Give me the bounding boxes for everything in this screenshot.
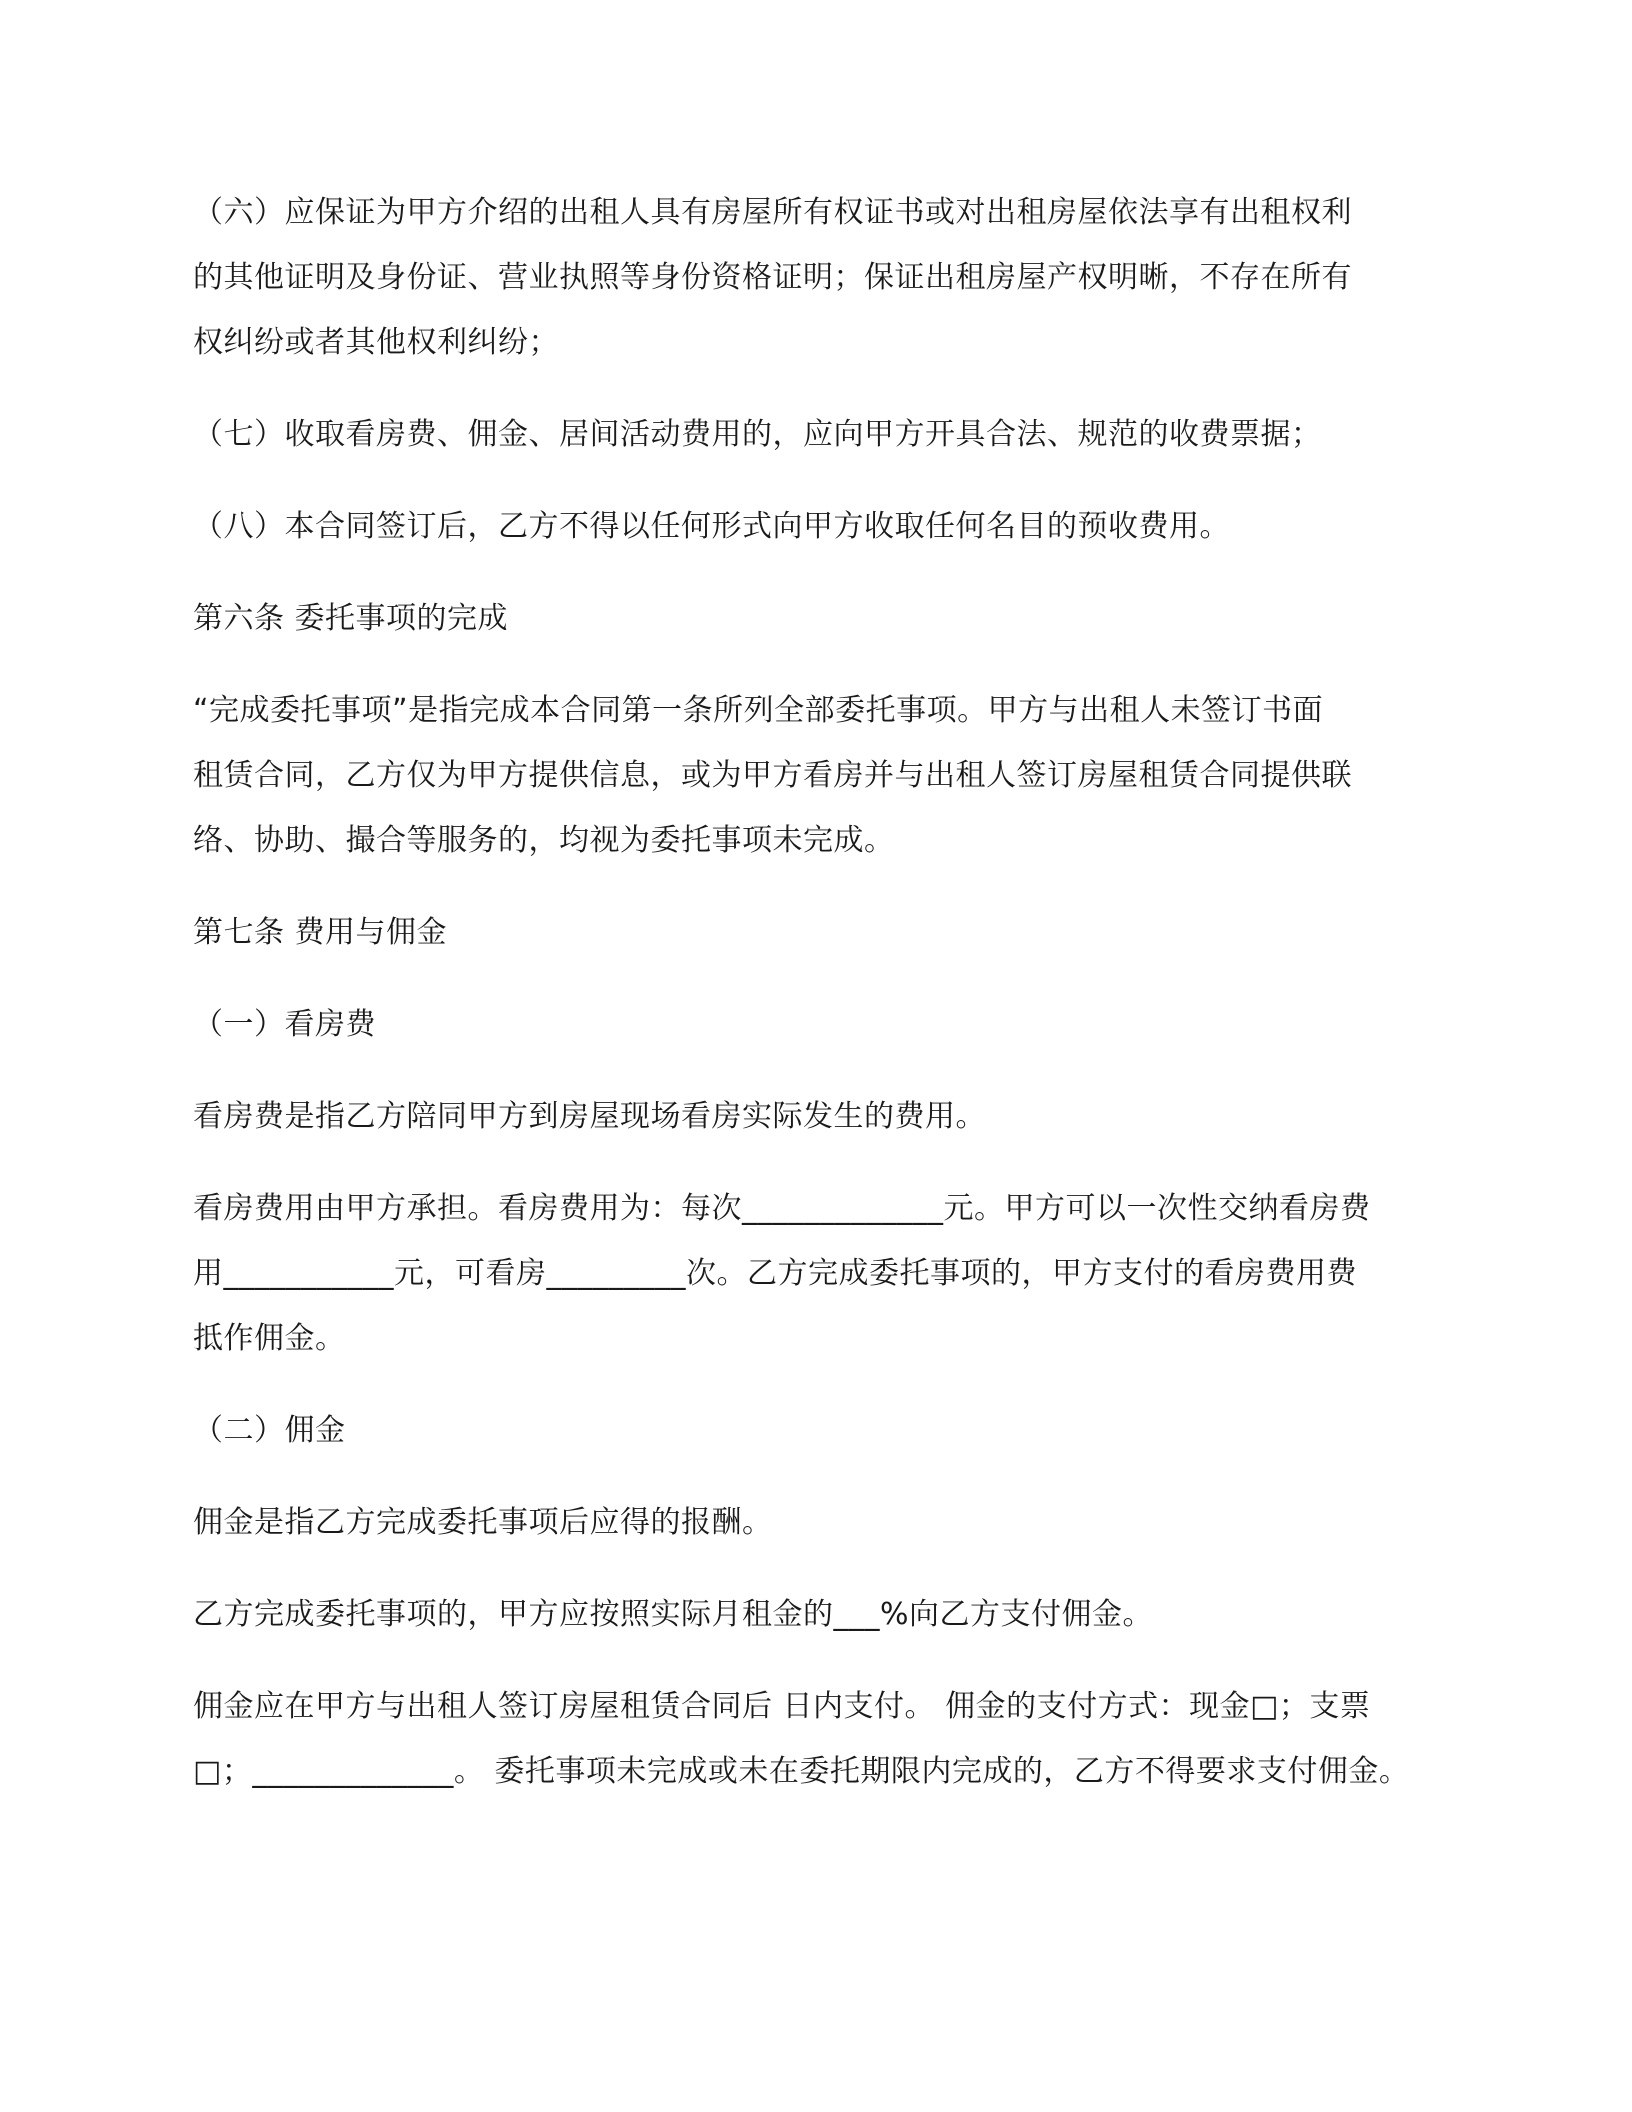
commission-heading: （二）佣金 (193, 1413, 346, 1448)
commission-definition: 佣金是指乙方完成委托事项后应得的报酬。 (193, 1505, 773, 1540)
clause-5-item-6-line-2: 的其他证明及身份证、营业执照等身份资格证明；保证出租房屋产权明晰，不存在所有 (193, 260, 1352, 295)
clause-5-item-6-line-1: （六）应保证为甲方介绍的出租人具有房屋所有权证书或对出租房屋依法享有出租权利 (193, 195, 1352, 230)
viewing-fee-definition: 看房费是指乙方陪同甲方到房屋现场看房实际发生的费用。 (193, 1099, 986, 1134)
commission-payment-line-1: 佣金应在甲方与出租人签订房屋租赁合同后 日内支付。 佣金的支付方式：现金□；支票 (193, 1689, 1371, 1724)
clause-6-text-line-1: “完成委托事项”是指完成本合同第一条所列全部委托事项。甲方与出租人未签订书面 (193, 693, 1324, 728)
viewing-fee-heading: （一）看房费 (193, 1007, 376, 1042)
clause-7-heading: 第七条 费用与佣金 (193, 915, 448, 950)
viewing-fee-text-line-2: 用___________元，可看房_________次。乙方完成委托事项的，甲方支付的看房费用费 (193, 1256, 1357, 1291)
commission-payment-line-2: □；_____________。 委托事项未完成或未在委托期限内完成的，乙方不得要求支付佣金。 (193, 1754, 1410, 1789)
clause-6-heading: 第六条 委托事项的完成 (193, 601, 509, 636)
viewing-fee-text-line-3: 抵作佣金。 (193, 1321, 346, 1356)
clause-5-item-7: （七）收取看房费、佣金、居间活动费用的，应向甲方开具合法、规范的收费票据； (193, 417, 1322, 452)
viewing-fee-text-line-1: 看房费用由甲方承担。看房费用为：每次_____________元。甲方可以一次性交纳看房费 (193, 1191, 1371, 1226)
clause-5-item-6-line-3: 权纠纷或者其他权利纠纷； (193, 325, 559, 360)
clause-6-text-line-2: 租赁合同，乙方仅为甲方提供信息，或为甲方看房并与出租人签订房屋租赁合同提供联 (193, 758, 1352, 793)
clause-5-item-8: （八）本合同签订后，乙方不得以任何形式向甲方收取任何名目的预收费用。 (193, 509, 1230, 544)
commission-rate-text: 乙方完成委托事项的，甲方应按照实际月租金的___%向乙方支付佣金。 (193, 1597, 1154, 1632)
clause-6-text-line-3: 络、协助、撮合等服务的，均视为委托事项未完成。 (193, 823, 895, 858)
